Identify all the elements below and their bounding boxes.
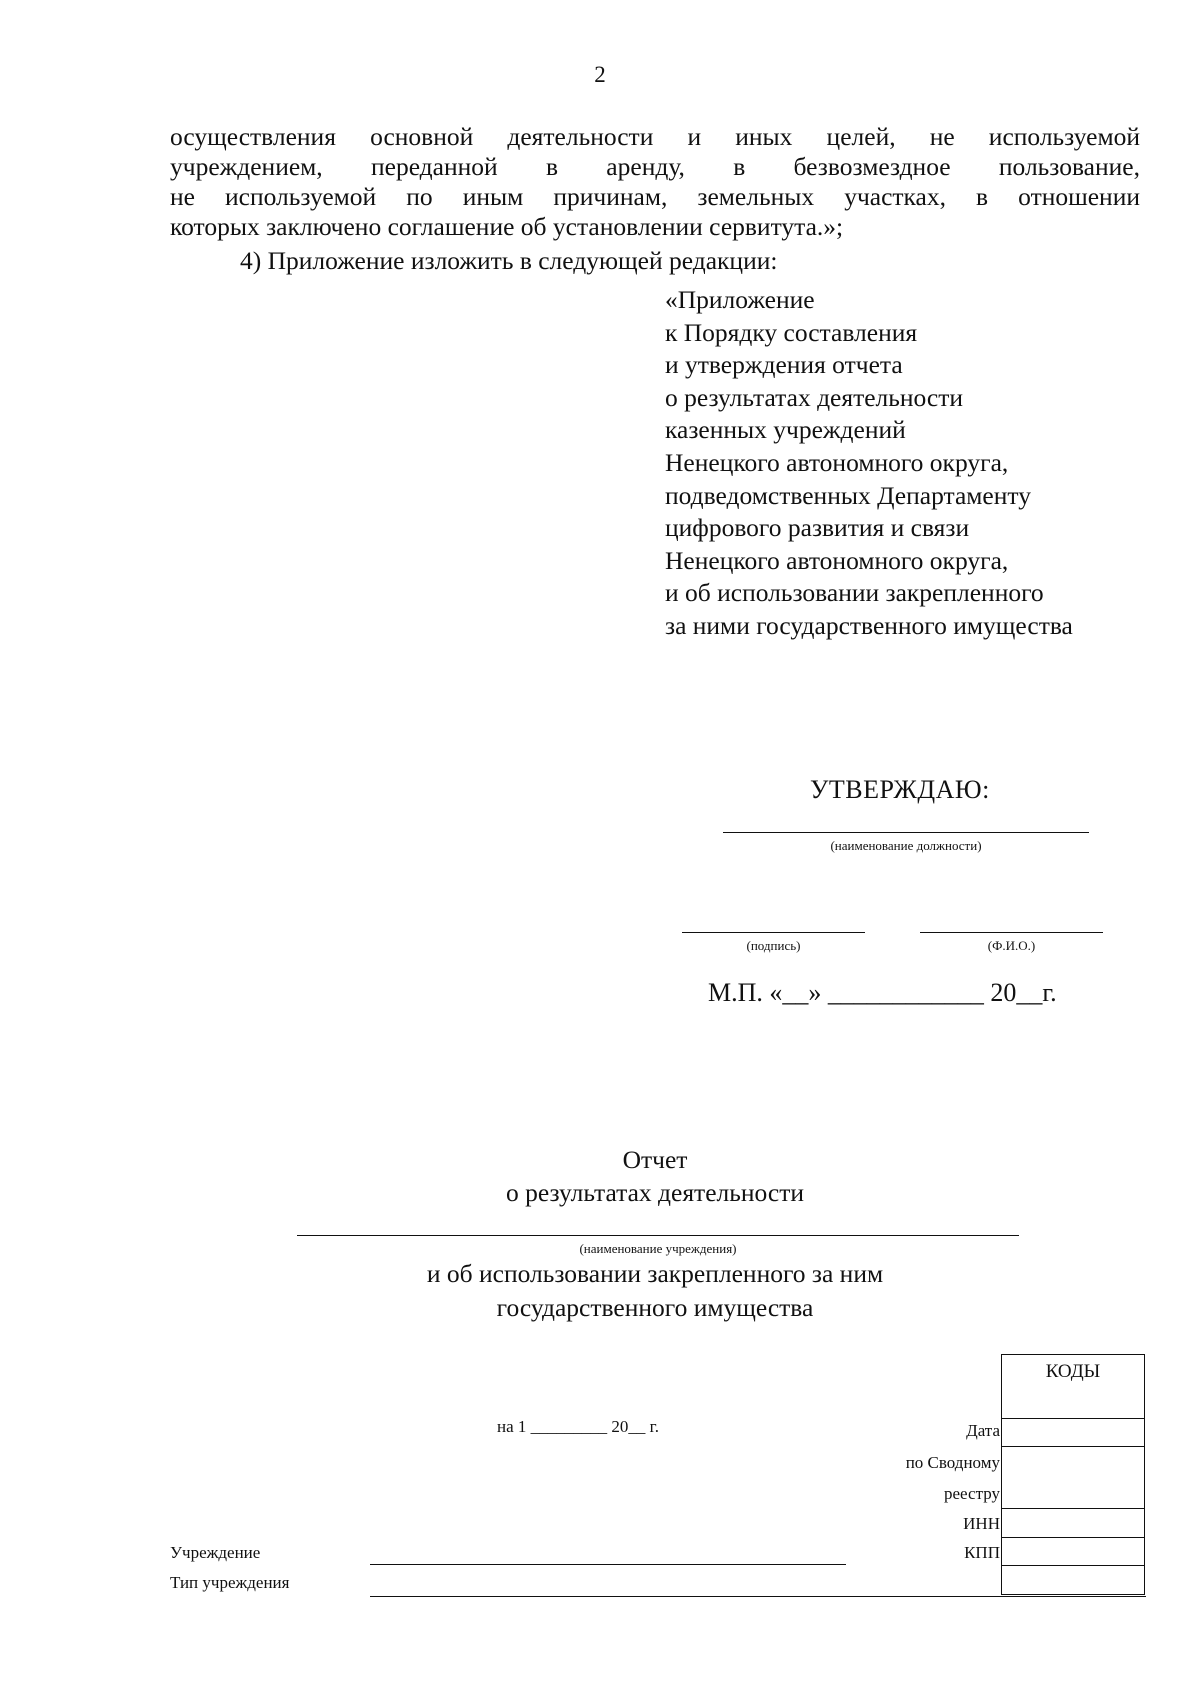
report-subtitle: и об использовании закрепленного за ним	[426, 1259, 884, 1288]
institution-name-line	[297, 1235, 1019, 1236]
report-title: Отчет	[622, 1145, 688, 1174]
label-date: Дата	[966, 1421, 1000, 1440]
institution-field-line	[370, 1564, 846, 1565]
appendix-block	[665, 284, 1073, 643]
codes-row-registry	[1002, 1446, 1144, 1447]
appendix-line: о результатах деятельности	[665, 382, 964, 412]
label-inn: ИНН	[963, 1514, 1000, 1533]
codes-row-inn	[1002, 1508, 1144, 1509]
body-line: учреждением, переданной в аренду, в безвозмездное пользование,	[170, 152, 1140, 181]
body-line: не используемой по иным причинам, земельных участках, в отношении	[170, 182, 1140, 211]
fio-caption: (Ф.И.О.)	[987, 938, 1036, 953]
body-paragraph	[170, 122, 1140, 242]
body-line: осуществления основной деятельности и иных целей, не используемой	[170, 122, 1140, 151]
label-institution: Учреждение	[170, 1543, 261, 1562]
page-number: 2	[594, 62, 606, 87]
appendix-line: и об использовании закрепленного	[665, 578, 1044, 608]
position-caption: (наименование должности)	[830, 838, 982, 853]
report-date-line: на 1 _________ 20__ г.	[497, 1417, 659, 1436]
stamp-date-line: М.П. «__» ____________ 20__г.	[708, 978, 1057, 1007]
appendix-line: за ними государственного имущества	[665, 610, 1073, 640]
item-4-text: 4) Приложение изложить в следующей редакции:	[240, 246, 778, 275]
appendix-line: подведомственных Департаменту	[665, 480, 1031, 510]
codes-row-type	[1002, 1565, 1144, 1566]
appendix-line: Ненецкого автономного округа,	[665, 447, 1009, 477]
appendix-line: Ненецкого автономного округа,	[665, 545, 1009, 575]
appendix-line: цифрового развития и связи	[665, 513, 970, 543]
report-subtitle: о результатах деятельности	[505, 1178, 805, 1207]
label-registry-1: по Сводному	[905, 1453, 1000, 1472]
label-registry-2: реестру	[944, 1484, 1000, 1503]
appendix-line: к Порядку составления	[665, 317, 918, 347]
report-subtitle: государственного имущества	[496, 1293, 814, 1322]
body-line: которых заключено соглашение об установлении сервитута.»;	[170, 212, 844, 241]
fio-line	[920, 932, 1103, 933]
label-kpp: КПП	[964, 1543, 1000, 1562]
codes-row-kpp	[1002, 1537, 1144, 1538]
appendix-line: и утверждения отчета	[665, 350, 903, 380]
codes-header: КОДЫ	[1045, 1361, 1101, 1382]
codes-row-date	[1002, 1418, 1144, 1419]
signature-caption: (подпись)	[746, 938, 801, 953]
appendix-line: «Приложение	[665, 285, 815, 314]
appendix-line: казенных учреждений	[665, 415, 906, 445]
position-line	[723, 832, 1089, 833]
institution-type-field-line	[370, 1596, 1146, 1597]
signature-line	[682, 932, 865, 933]
label-institution-type: Тип учреждения	[170, 1573, 290, 1592]
institution-caption: (наименование учреждения)	[579, 1241, 737, 1256]
codes-table	[1001, 1354, 1145, 1595]
approval-heading: УТВЕРЖДАЮ:	[810, 775, 990, 804]
